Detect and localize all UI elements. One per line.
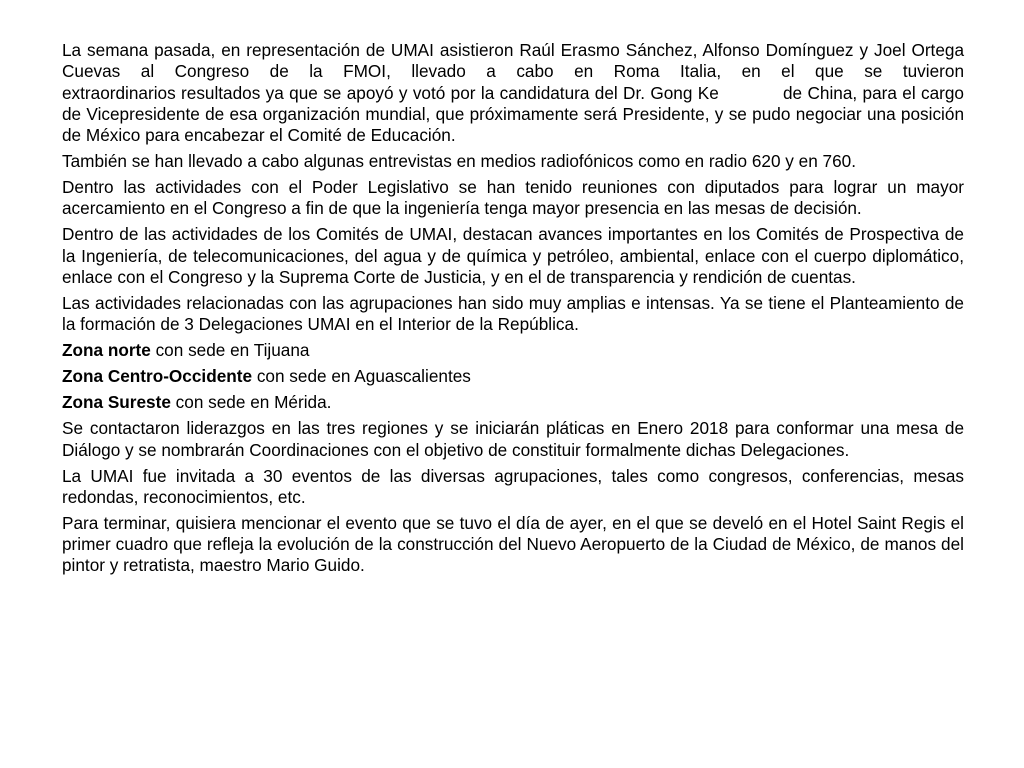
text-line: La UMAI fue invitada a 30 eventos de las diversas agrupaciones, tales como congresos, conferencias, — [62, 465, 905, 486]
zone-item-centro-occidente — [62, 366, 964, 387]
paragraph-closing-event — [62, 513, 964, 577]
text-line: Delegaciones. — [740, 439, 850, 460]
text-line: Saint Regis el primer cuadro que refleja la evolución de la construcción del Nuevo Aeropuerto de la — [62, 512, 965, 555]
text-line: mayor acercamiento en el Congreso a fin de que la ingeniería tenga mayor presencia en las mesas de — [62, 177, 964, 219]
text-line: Para terminar, quisiera mencionar el evento que se tuvo el día de ayer, en el que se develó en el Hotel — [62, 512, 852, 533]
text-line: Dentro de las actividades de los Comités de UMAI, destacan avances importantes en los Comités de — [62, 224, 844, 245]
zone-item-sureste — [62, 392, 964, 413]
slide-text-body — [62, 40, 964, 581]
zone-name: Zona norte — [62, 340, 151, 361]
text-line: enlace con el cuerpo diplomático, enlace con el Congreso y la Suprema Corte de Justicia, y en el de — [62, 245, 964, 288]
text-line: mesa de Diálogo y se nombrarán Coordinaciones con el objetivo de constituir formalmente dichas — [62, 418, 965, 460]
paragraph-events-invited — [62, 466, 964, 509]
text-line: Joel Ortega Cuevas al Congreso de la FMOI, llevado a cabo en Roma Italia, en el que se tuvieron — [62, 40, 965, 82]
paragraph-delegations — [62, 293, 964, 336]
paragraph-fmoi-congress — [62, 40, 964, 146]
text-line: La semana pasada, en representación de UMAI asistieron Raúl Erasmo Sánchez, Alfonso Domínguez y — [62, 40, 869, 60]
paragraph-legislative-activities — [62, 177, 964, 220]
zone-seat: con sede en Mérida. — [170, 392, 332, 413]
zone-name: Zona Sureste — [62, 392, 171, 413]
text-line: Planteamiento de la formación de 3 Delegaciones UMAI en el Interior de la República. — [62, 293, 964, 335]
zone-seat: con sede en Aguascalientes — [252, 366, 471, 387]
zone-name: Zona Centro-Occidente — [62, 366, 253, 387]
text-line: Se contactaron liderazgos en las tres regiones y se iniciarán pláticas en Enero 2018 para conformar una — [62, 418, 890, 439]
text-line: Las actividades relacionadas con las agrupaciones han sido muy amplias e intensas. Ya se tiene el — [62, 293, 825, 314]
text-line: Ciudad de México, de manos del pintor y retratista, maestro Mario Guido. — [62, 534, 964, 576]
zone-item-north — [62, 340, 964, 361]
text-line: mesas redondas, reconocimientos, etc. — [62, 465, 964, 507]
text-line: extraordinarios resultados ya que se apoyó y votó por la candidatura del Dr. Gong Ke de China, — [62, 82, 858, 103]
paragraph-committees — [62, 224, 964, 288]
text-line: pudo negociar una posición de México para encabezar el Comité de Educación. — [62, 103, 964, 146]
text-line: Prospectiva de la Ingeniería, de telecomunicaciones, del agua y de química y petróleo, ambiental, — [62, 224, 964, 266]
zone-seat: con sede en Tijuana — [150, 340, 310, 361]
text-line: decisión. — [793, 198, 862, 219]
paragraph-radio-interviews — [62, 151, 964, 172]
text-line: transparencia y rendición de cuentas. — [570, 267, 856, 288]
text-line: También se han llevado a cabo algunas entrevistas en medios radiofónicos como en radio 620 y en 760. — [62, 151, 856, 172]
text-line: para el cargo de Vicepresidente de esa organización mundial, que próximamente será Presidente, y se — [62, 82, 964, 124]
paragraph-regional-leadership — [62, 418, 964, 461]
text-line: Dentro las actividades con el Poder Legislativo se han tenido reuniones con diputados para lograr un — [62, 177, 907, 198]
